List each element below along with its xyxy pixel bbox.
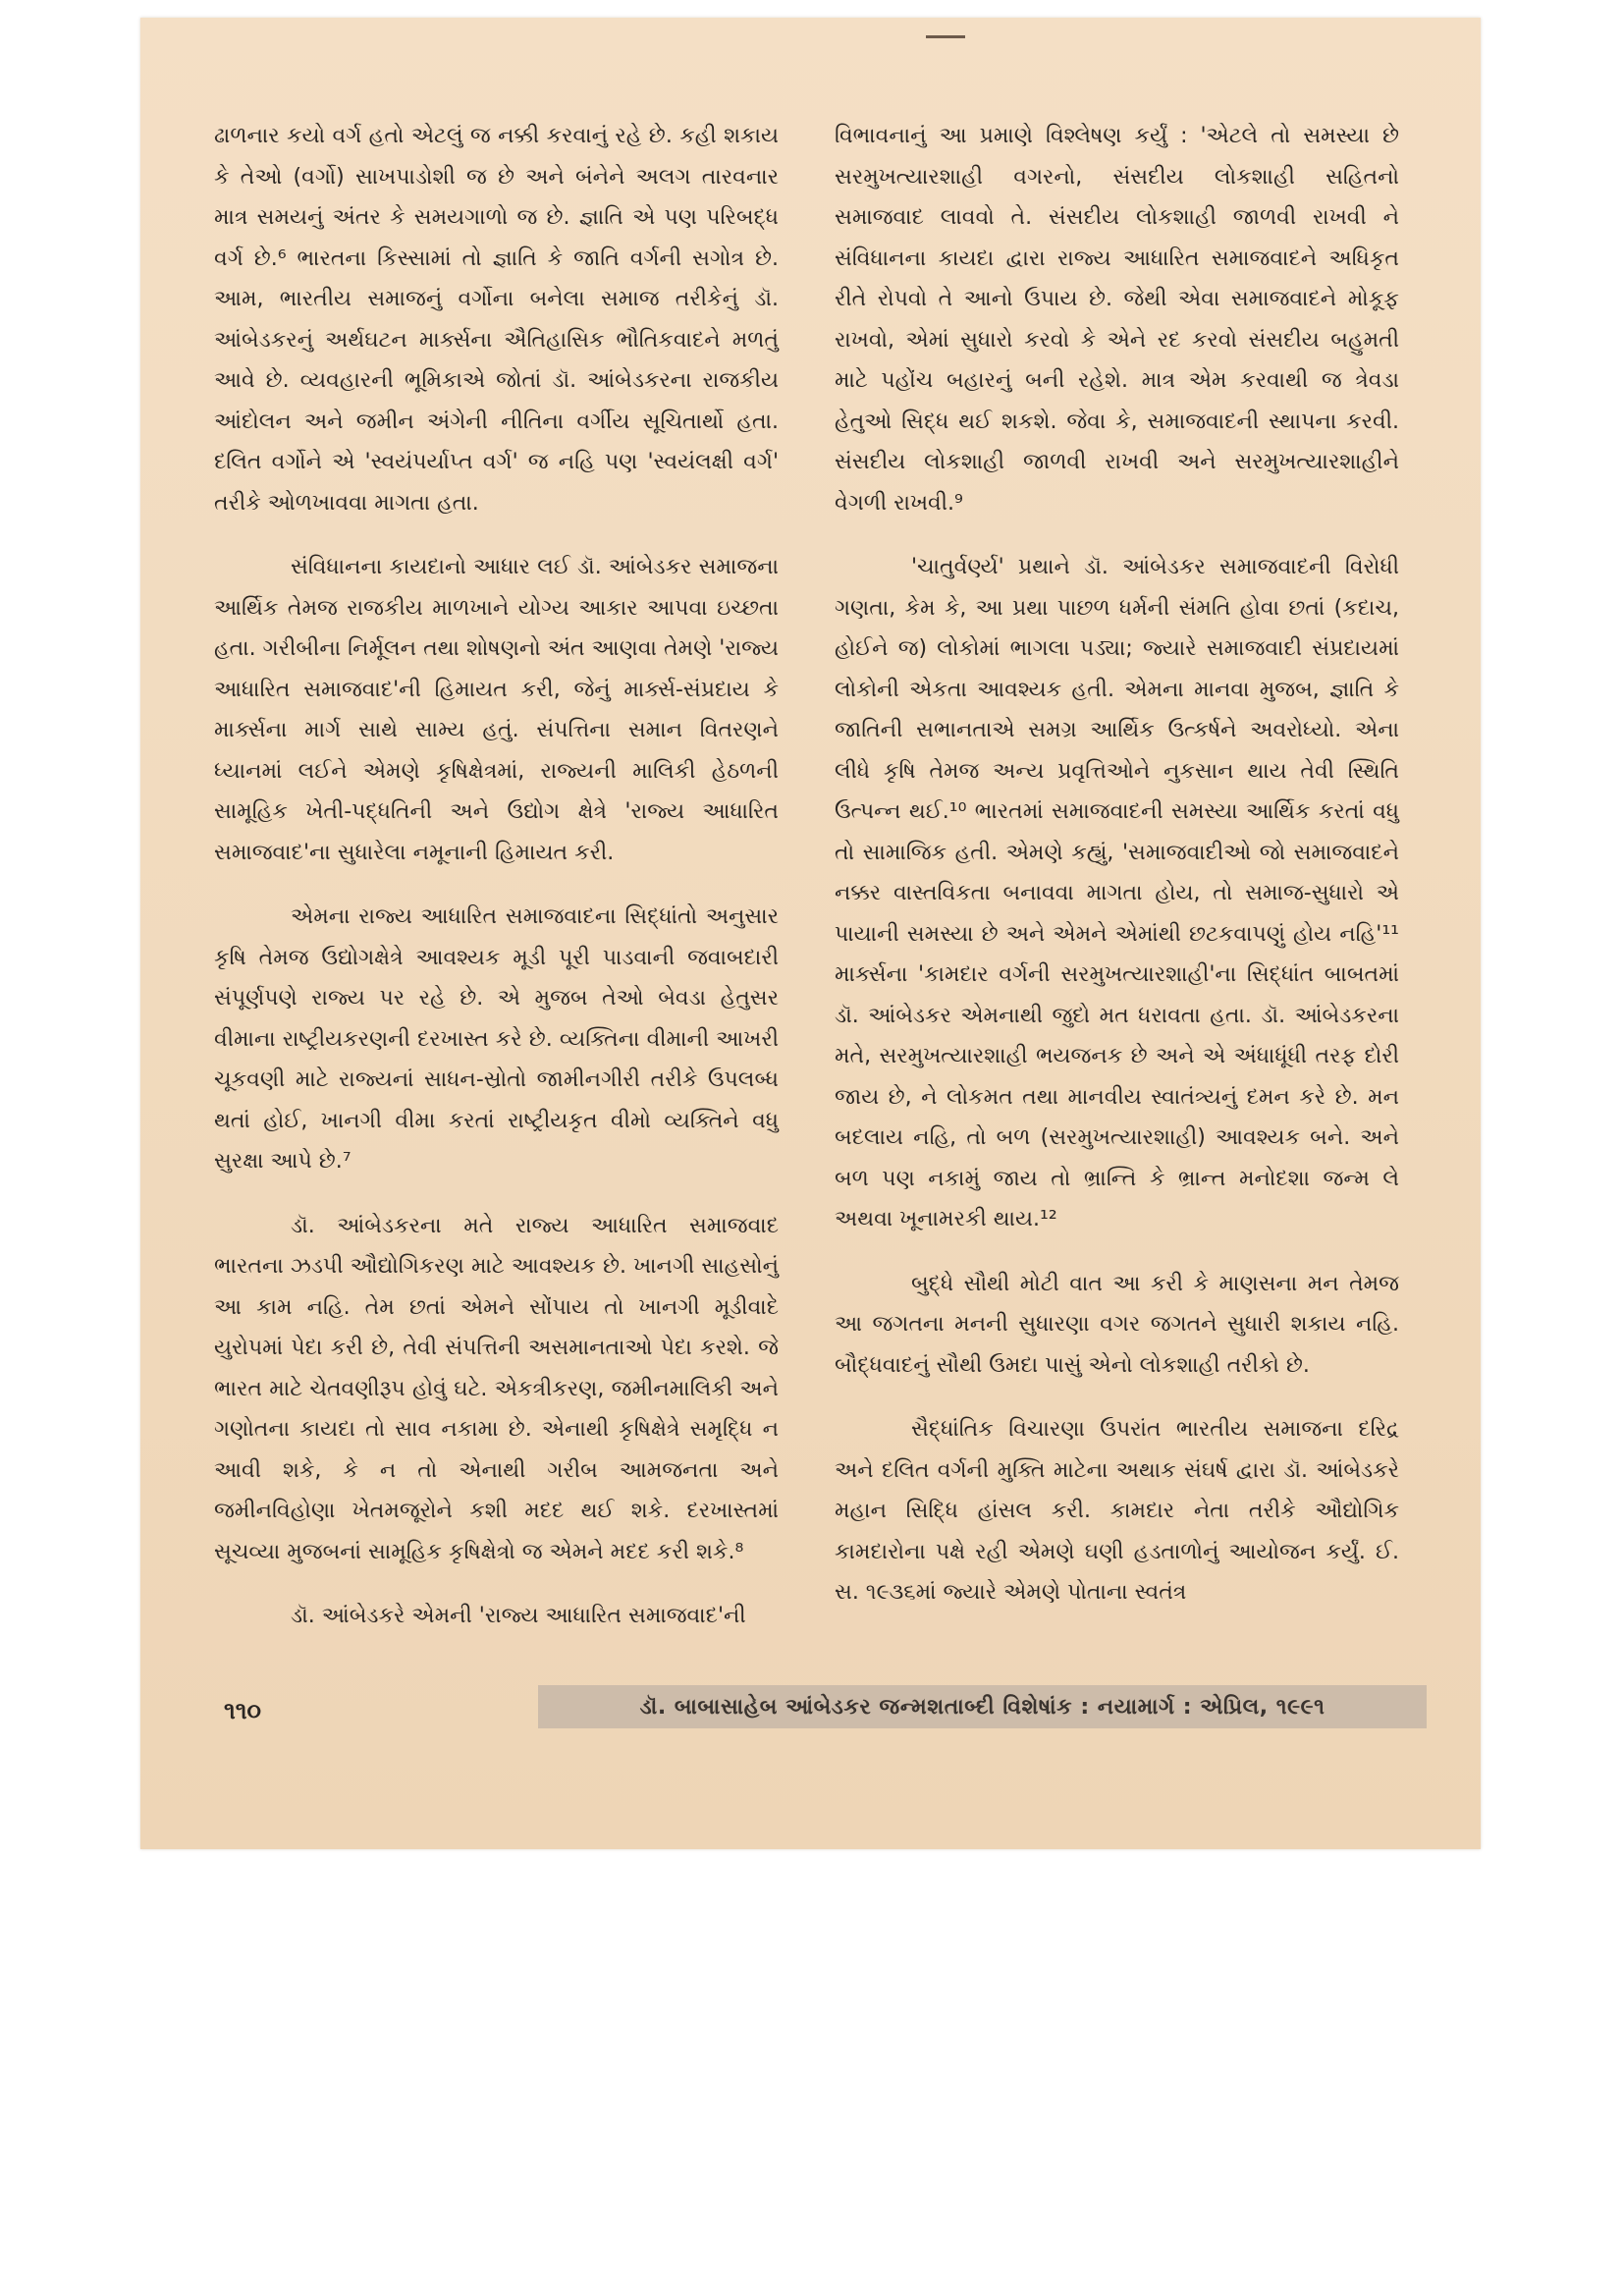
paragraph: એમના રાજ્ય આધારિત સમાજવાદના સિદ્ધાંતો અનુસાર કૃષિ તેમજ ઉદ્યોગક્ષેત્રે આવશ્યક મૂડી પૂરી પાડવાની જવાબદારી સંપૂર્ણપણે રાજ્ય પર રહે છે. એ મુજબ તેઓ બેવડા હેતુસર વીમાના રાષ્ટ્રીયકરણની દરખાસ્ત કરે છે. વ્યક્તિના વીમાની આખરી ચૂકવણી માટે રાજ્યનાં સાધન-સ્રોતો જામીનગીરી તરીકે ઉપલબ્ધ થતાં હોઈ, ખાનગી વીમા કરતાં રાષ્ટ્રીયકૃત વીમો વ્યક્તિને વધુ સુરક્ષા આપે છે.⁷ bbox=[214, 904, 779, 1174]
scan-mark bbox=[926, 35, 965, 38]
paragraph: 'ચાતુર્વર્ણ્ય' પ્રથાને ડૉ. આંબેડકર સમાજવાદની વિરોધી ગણતા, કેમ કે, આ પ્રથા પાછળ ધર્મની સંમતિ હોવા છતાં (કદાચ, હોઈને જ) લોકોમાં ભાગલા પડ્યા; જ્યારે સમાજવાદી સંપ્રદાયમાં લોકોની એકતા આવશ્યક હતી. એમના માનવા મુજબ, જ્ઞાતિ કે જાતિની સભાનતાએ સમગ્ર આર્થિક ઉત્કર્ષને અવરોધ્યો. એના લીધે કૃષિ તેમજ અન્ય પ્રવૃત્તિઓને નુકસાન થાય તેવી સ્થિતિ ઉત્પન્ન થઈ.¹⁰ ભારતમાં સમાજવાદની સમસ્યા આર્થિક કરતાં વધુ તો સામાજિક હતી. એમણે કહ્યું, 'સમાજવાદીઓ જો સમાજવાદને નક્કર વાસ્તવિકતા બનાવવા માગતા હોય, તો સમાજ-સુધારો એ પાયાની સમસ્યા છે અને એમને એમાંથી છટકવાપણું હોય નહિ'¹¹ માર્ક્સના 'કામદાર વર્ગની સરમુખત્યારશાહી'ના સિદ્ધાંત બાબતમાં ડૉ. આંબેડકર એમનાથી જુદો મત ધરાવતા હતા. ડૉ. આંબેડકરના મતે, સરમુખત્યારશાહી ભયજનક છે અને એ અંધાધૂંધી તરફ દોરી જાય છે, ને લોકમત તથા માનવીય સ્વાતંત્ર્યનું દમન કરે છે. મન બદલાય નહિ, તો બળ (સરમુખત્યારશાહી) આવશ્યક બને. અને બળ પણ નકામું જાય તો ભ્રાન્તિ કે ભ્રાન્ત મનોદશા જન્મ લે અથવા ખૂનામરકી થાય.¹² bbox=[835, 555, 1399, 1231]
paragraph: બુદ્ધે સૌથી મોટી વાત આ કરી કે માણસના મન તેમજ આ જગતના મનની સુધારણા વગર જગતને સુધારી શકાય નહિ. બૌદ્ધવાદનું સૌથી ઉમદા પાસું એનો લોકશાહી તરીકો છે. bbox=[835, 1271, 1399, 1378]
paragraph: સંવિધાનના કાયદાનો આધાર લઈ ડૉ. આંબેડકર સમાજના આર્થિક તેમજ રાજકીય માળખાને યોગ્ય આકાર આપવા ઇચ્છતા હતા. ગરીબીના નિર્મૂલન તથા શોષણનો અંત આણવા તેમણે 'રાજ્ય આધારિત સમાજવાદ'ની હિમાયત કરી, જેનું માર્ક્સ-સંપ્રદાય કે માર્ક્સના માર્ગ સાથે સામ્ય હતું. સંપત્તિના સમાન વિતરણને ધ્યાનમાં લઈને એમણે કૃષિક્ષેત્રમાં, રાજ્યની માલિકી હેઠળની સામૂહિક ખેતી-પદ્ધતિની અને ઉદ્યોગ ક્ષેત્રે 'રાજ્ય આધારિત સમાજવાદ'ના સુધારેલા નમૂનાની હિમાયત કરી. bbox=[214, 555, 779, 865]
right-column bbox=[835, 116, 1399, 1637]
page-number: ૧૧૦ bbox=[224, 1697, 261, 1724]
paragraph: ડૉ. આંબેડકરના મતે રાજ્ય આધારિત સમાજવાદ ભારતના ઝડપી ઔદ્યોગિકરણ માટે આવશ્યક છે. ખાનગી સાહસોનું આ કામ નહિ. તેમ છતાં એમને સોંપાય તો ખાનગી મૂડીવાદે યુરોપમાં પેદા કરી છે, તેવી સંપત્તિની અસમાનતાઓ પેદા કરશે. જે ભારત માટે ચેતવણીરૂપ હોવું ઘટે. એકત્રીકરણ, જમીનમાલિકી અને ગણોતના કાયદા તો સાવ નકામા છે. એનાથી કૃષિક્ષેત્રે સમૃદ્ધિ ન આવી શકે, કે ન તો એનાથી ગરીબ આમજનતા અને જમીનવિહોણા ખેતમજૂરોને કશી મદદ થઈ શકે. દરખાસ્તમાં સૂચવ્યા મુજબનાં સામૂહિક કૃષિક્ષેત્રો જ એમને મદદ કરી શકે.⁸ bbox=[214, 1213, 779, 1564]
paragraph: સૈદ્ધાંતિક વિચારણા ઉપરાંત ભારતીય સમાજના દરિદ્ર અને દલિત વર્ગની મુક્તિ માટેના અથાક સંઘર્ષ દ્વારા ડૉ. આંબેડકરે મહાન સિદ્ધિ હાંસલ કરી. કામદાર નેતા તરીકે ઔદ્યોગિક કામદારોના પક્ષે રહી એમણે ઘણી હડતાળોનું આયોજન કર્યું. ઈ. સ. ૧૯૩૬માં જ્યારે એમણે પોતાના સ્વતંત્ર bbox=[835, 1417, 1399, 1605]
paragraph: ડૉ. આંબેડકરે એમની 'રાજ્ય આધારિત સમાજવાદ'ની bbox=[291, 1604, 746, 1628]
scanned-page bbox=[140, 18, 1481, 1849]
paragraph: ઢાળનાર કયો વર્ગ હતો એટલું જ નક્કી કરવાનું રહે છે. કહી શકાય કે તેઓ (વર્ગો) સાખપાડોશી જ છે અને બંનેને અલગ તારવનાર માત્ર સમયનું અંતર કે સમયગાળો જ છે. જ્ઞાતિ એ પણ પરિબદ્ધ વર્ગ છે.⁶ ભારતના કિસ્સામાં તો જ્ઞાતિ કે જાતિ વર્ગની સગોત્ર છે. આમ, ભારતીય સમાજનું વર્ગોના બનેલા સમાજ તરીકેનું ડૉ. આંબેડકરનું અર્થઘટન માર્ક્સના ઐતિહાસિક ભૌતિકવાદને મળતું આવે છે. વ્યવહારની ભૂમિકાએ જોતાં ડૉ. આંબેડકરના રાજકીય આંદોલન અને જમીન અંગેની નીતિના વર્ગીય સૂચિતાર્થો હતા. દલિત વર્ગોને એ 'સ્વયંપર્યાપ્ત વર્ગ' જ નહિ પણ 'સ્વયંલક્ષી વર્ગ' તરીકે ઓળખાવવા માગતા હતા. bbox=[214, 124, 779, 516]
paragraph: વિભાવનાનું આ પ્રમાણે વિશ્લેષણ કર્યું : 'એટલે તો સમસ્યા છે સરમુખત્યારશાહી વગરનો, સંસદીય લોકશાહી સહિતનો સમાજવાદ લાવવો તે. સંસદીય લોકશાહી જાળવી રાખવી ને સંવિધાનના કાયદા દ્વારા રાજ્ય આધારિત સમાજવાદને અધિકૃત રીતે રોપવો તે આનો ઉપાય છે. જેથી એવા સમાજવાદને મોકૂફ રાખવો, એમાં સુધારો કરવો કે એને રદ કરવો સંસદીય બહુમતી માટે પહોંચ બહારનું બની રહેશે. માત્ર એમ કરવાથી જ ત્રેવડા હેતુઓ સિદ્ધ થઈ શકશે. જેવા કે, સમાજવાદની સ્થાપના કરવી. સંસદીય લોકશાહી જાળવી રાખવી અને સરમુખત્યારશાહીને વેગળી રાખવી.⁹ bbox=[835, 124, 1399, 516]
footer-title: ડૉ. બાબાસાહેબ આંબેડકર જન્મશતાબ્દી વિશેષાંક : નયામાર્ગ : એપ્રિલ, ૧૯૯૧ bbox=[538, 1685, 1427, 1728]
left-column bbox=[214, 116, 779, 1661]
